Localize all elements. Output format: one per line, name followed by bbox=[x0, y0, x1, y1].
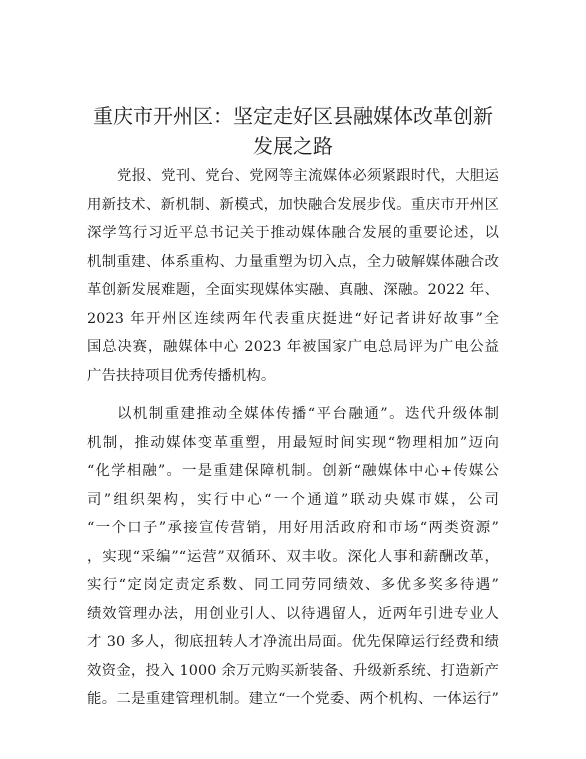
paragraph-line: “化学相融”。一是重建保障机制。创新“融媒体中心+传媒公 bbox=[87, 463, 499, 479]
paragraph-line: 才 30 多人，彻底扭转人才净流出局面。优先保障运行经费和绩 bbox=[87, 634, 499, 650]
paragraph-line: 能。二是重建管理机制。建立“一个党委、两个机构、一体运行” bbox=[87, 691, 499, 707]
paragraph-line: 党报、党刊、党台、党网等主流媒体必须紧跟时代，大胆运 bbox=[117, 168, 499, 184]
paragraph-line: ，实现“采编”“运营”双循环、双丰收。深化人事和薪酬改革， bbox=[87, 548, 499, 565]
paragraph-2 bbox=[87, 400, 499, 714]
paragraph-line: 用新技术、新机制、新模式，加快融合发展步伐。重庆市开州区 bbox=[87, 196, 499, 213]
paragraph-line: 司”组织架构，实行中心“一个通道”联动央媒市媒，公司 bbox=[87, 491, 499, 508]
paragraph-line: “一个口子”承接宣传营销，用好用活政府和市场“两类资源” bbox=[87, 520, 499, 536]
document-body bbox=[87, 162, 499, 714]
paragraph-line: 绩效管理办法，用创业引人、以待遇留人，近两年引进专业人 bbox=[87, 605, 499, 622]
paragraph-line: 机制重建、体系重构、力量重塑为切入点，全力破解媒体融合改 bbox=[87, 253, 499, 270]
paragraph-line: 2023 年开州区连续两年代表重庆挺进“好记者讲好故事”全 bbox=[87, 310, 499, 327]
paragraph-line: 以机制重建推动全媒体传播“平台融通”。迭代升级体制 bbox=[117, 406, 499, 422]
title-line-2: 发展之路 bbox=[253, 134, 333, 158]
paragraph-line: 效资金，投入 1000 余万元购买新装备、升级新系统、打造新产 bbox=[87, 662, 499, 679]
paragraph-line: 革创新发展难题，全面实现媒体实融、真融、深融。2022 年、 bbox=[87, 282, 499, 298]
paragraph-1 bbox=[87, 162, 499, 390]
paragraph-line: 国总决赛，融媒体中心 2023 年被国家广电总局评为广电公益 bbox=[87, 339, 499, 355]
title-line-1: 重庆市开州区：坚定走好区县融媒体改革创新 bbox=[93, 104, 493, 128]
paragraph-line: 机制，推动媒体变革重塑，用最短时间实现“物理相加”迈向 bbox=[87, 434, 499, 451]
document-title bbox=[70, 101, 516, 161]
paragraph-line: 实行“定岗定责定系数、同工同劳同绩效、多优多奖多待遇” bbox=[87, 577, 499, 593]
paragraph-line: 深学笃行习近平总书记关于推动媒体融合发展的重要论述，以 bbox=[87, 225, 499, 241]
paragraph-line: 广告扶持项目优秀传播机构。 bbox=[87, 367, 276, 384]
